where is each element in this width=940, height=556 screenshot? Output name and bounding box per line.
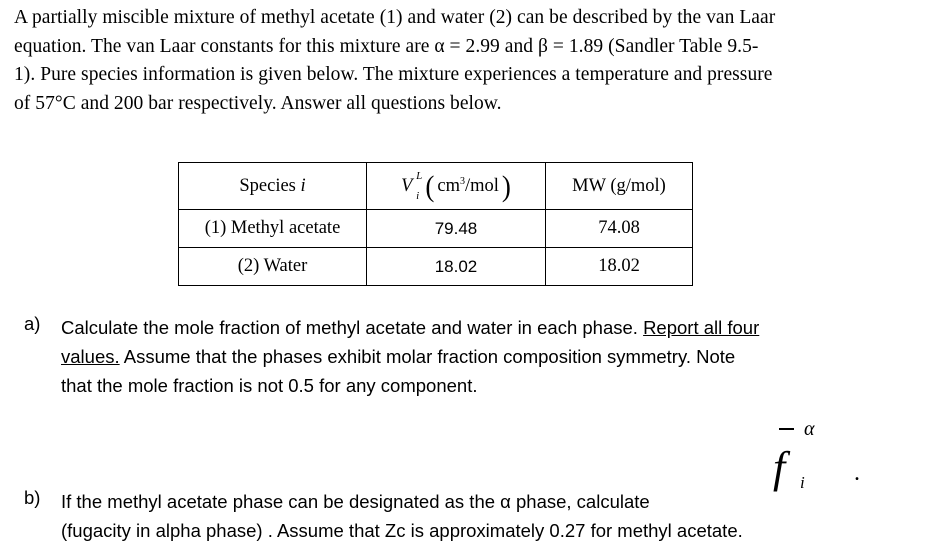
- left-paren: (: [425, 168, 435, 202]
- species-cell: (2) Water: [179, 248, 367, 286]
- liquid-volume-symbol: V L i: [401, 169, 423, 202]
- liquid-volume-cell: 18.02: [367, 248, 546, 286]
- overbar: [779, 428, 794, 430]
- values-emphasis: values.: [61, 346, 120, 367]
- fugacity-letter: f: [773, 443, 786, 492]
- question-b-text: If the methyl acetate phase can be designated as the α phase, calculate (fugacity in alpha phase) . Assume that Zc is approximately 0.27 for methyl acetate.: [61, 491, 743, 541]
- liquid-volume-cell: 79.48: [367, 210, 546, 248]
- molecular-weight-cell: 18.02: [546, 248, 693, 286]
- report-all-four-emphasis: Report all four: [643, 317, 760, 338]
- intro-line: of 57°C and 200 bar respectively. Answer all questions below.: [14, 92, 502, 114]
- problem-statement: [14, 4, 919, 118]
- intro-line: A partially miscible mixture of methyl acetate (1) and water (2) can be described by the van Laar: [14, 7, 776, 28]
- table-row: [179, 248, 693, 286]
- species-column-header: Species i: [179, 163, 367, 210]
- alpha-superscript: α: [804, 418, 815, 440]
- right-paren: ): [501, 168, 511, 202]
- species-subscript: i: [800, 473, 805, 492]
- species-cell: (1) Methyl acetate: [179, 210, 367, 248]
- period: .: [854, 460, 860, 486]
- question-b-label: b): [24, 487, 41, 508]
- question-a-label: a): [24, 313, 41, 334]
- intro-line: equation. The van Laar constants for this mixture are α = 2.99 and β = 1.89 (Sandler Table 9.5-: [14, 35, 759, 57]
- liquid-volume-column-header: [367, 163, 546, 210]
- table-header-row: [179, 163, 693, 210]
- volume-unit: $cm^3$/mol: [437, 175, 499, 196]
- question-a-text: Calculate the mole fraction of methyl acetate and water in each phase. Report all four values. Assume that the phases exhibit molar fraction composition symmetry. Note that the mole fraction is not 0.5 for any component.: [61, 317, 760, 396]
- molecular-weight-column-header: MW (g/mol): [546, 163, 693, 210]
- molecular-weight-cell: 74.08: [546, 210, 693, 248]
- fugacity-symbol: [760, 418, 870, 510]
- intro-line: 1). Pure species information is given below. The mixture experiences a temperature and pressure: [14, 64, 773, 86]
- species-table: [178, 162, 693, 286]
- table-row: [179, 210, 693, 248]
